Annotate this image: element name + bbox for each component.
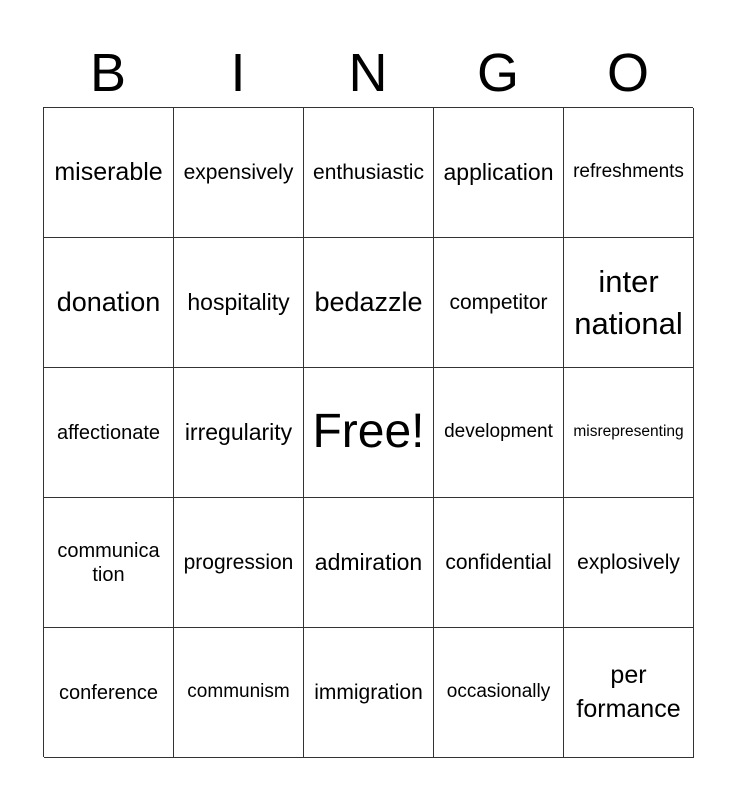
cell-word: competitor (449, 290, 548, 314)
bingo-cell[interactable] (304, 628, 434, 758)
bingo-cell[interactable] (304, 238, 434, 368)
free-space[interactable] (304, 368, 434, 498)
cell-word: bedazzle (314, 287, 423, 318)
cell-word: communica tion (57, 539, 160, 586)
cell-word: application (443, 158, 554, 185)
bingo-cell[interactable] (44, 108, 174, 238)
cell-word: inter national (574, 263, 683, 341)
cell-word: immigration (314, 680, 423, 704)
bingo-cell[interactable] (304, 498, 434, 628)
cell-word: progression (183, 550, 294, 574)
bingo-cell[interactable] (564, 238, 694, 368)
cell-word: affectionate (56, 421, 161, 444)
header-letter-n: N (348, 43, 388, 103)
bingo-cell[interactable] (44, 368, 174, 498)
cell-word: misrepresenting (573, 423, 684, 441)
bingo-grid (43, 107, 693, 757)
free-space-label: Free! (312, 405, 425, 459)
cell-word: admiration (314, 548, 423, 575)
cell-word: explosively (577, 550, 680, 574)
bingo-cell[interactable] (434, 368, 564, 498)
cell-word: development (444, 421, 553, 443)
bingo-cell[interactable] (174, 628, 304, 758)
bingo-cell[interactable] (434, 628, 564, 758)
bingo-cell[interactable] (564, 498, 694, 628)
cell-word: donation (56, 287, 161, 318)
bingo-header (43, 40, 693, 106)
cell-word: confidential (445, 550, 552, 574)
bingo-cell[interactable] (434, 498, 564, 628)
header-letter-i: I (230, 43, 246, 103)
cell-word: irregularity (184, 418, 293, 445)
bingo-cell[interactable] (174, 498, 304, 628)
cell-word: communism (187, 681, 290, 703)
bingo-cell[interactable] (434, 238, 564, 368)
bingo-cell[interactable] (434, 108, 564, 238)
bingo-cell[interactable] (174, 108, 304, 238)
header-letter-o: O (606, 43, 649, 103)
bingo-cell[interactable] (44, 498, 174, 628)
bingo-cell[interactable] (44, 238, 174, 368)
cell-word: occasionally (446, 681, 551, 703)
cell-word: expensively (183, 160, 294, 184)
cell-word: refreshments (573, 161, 684, 183)
bingo-cell[interactable] (174, 368, 304, 498)
header-letter-g: G (476, 43, 519, 103)
cell-word: enthusiastic (313, 160, 424, 184)
bingo-cell[interactable] (564, 368, 694, 498)
bingo-cell[interactable] (44, 628, 174, 758)
cell-word: conference (59, 681, 158, 704)
cell-word: hospitality (187, 288, 290, 315)
cell-word: miserable (54, 157, 163, 186)
cell-word: per formance (576, 660, 681, 723)
bingo-cell[interactable] (564, 108, 694, 238)
bingo-cell[interactable] (304, 108, 434, 238)
header-letter-b: B (89, 43, 127, 103)
bingo-cell[interactable] (174, 238, 304, 368)
bingo-cell[interactable] (564, 628, 694, 758)
